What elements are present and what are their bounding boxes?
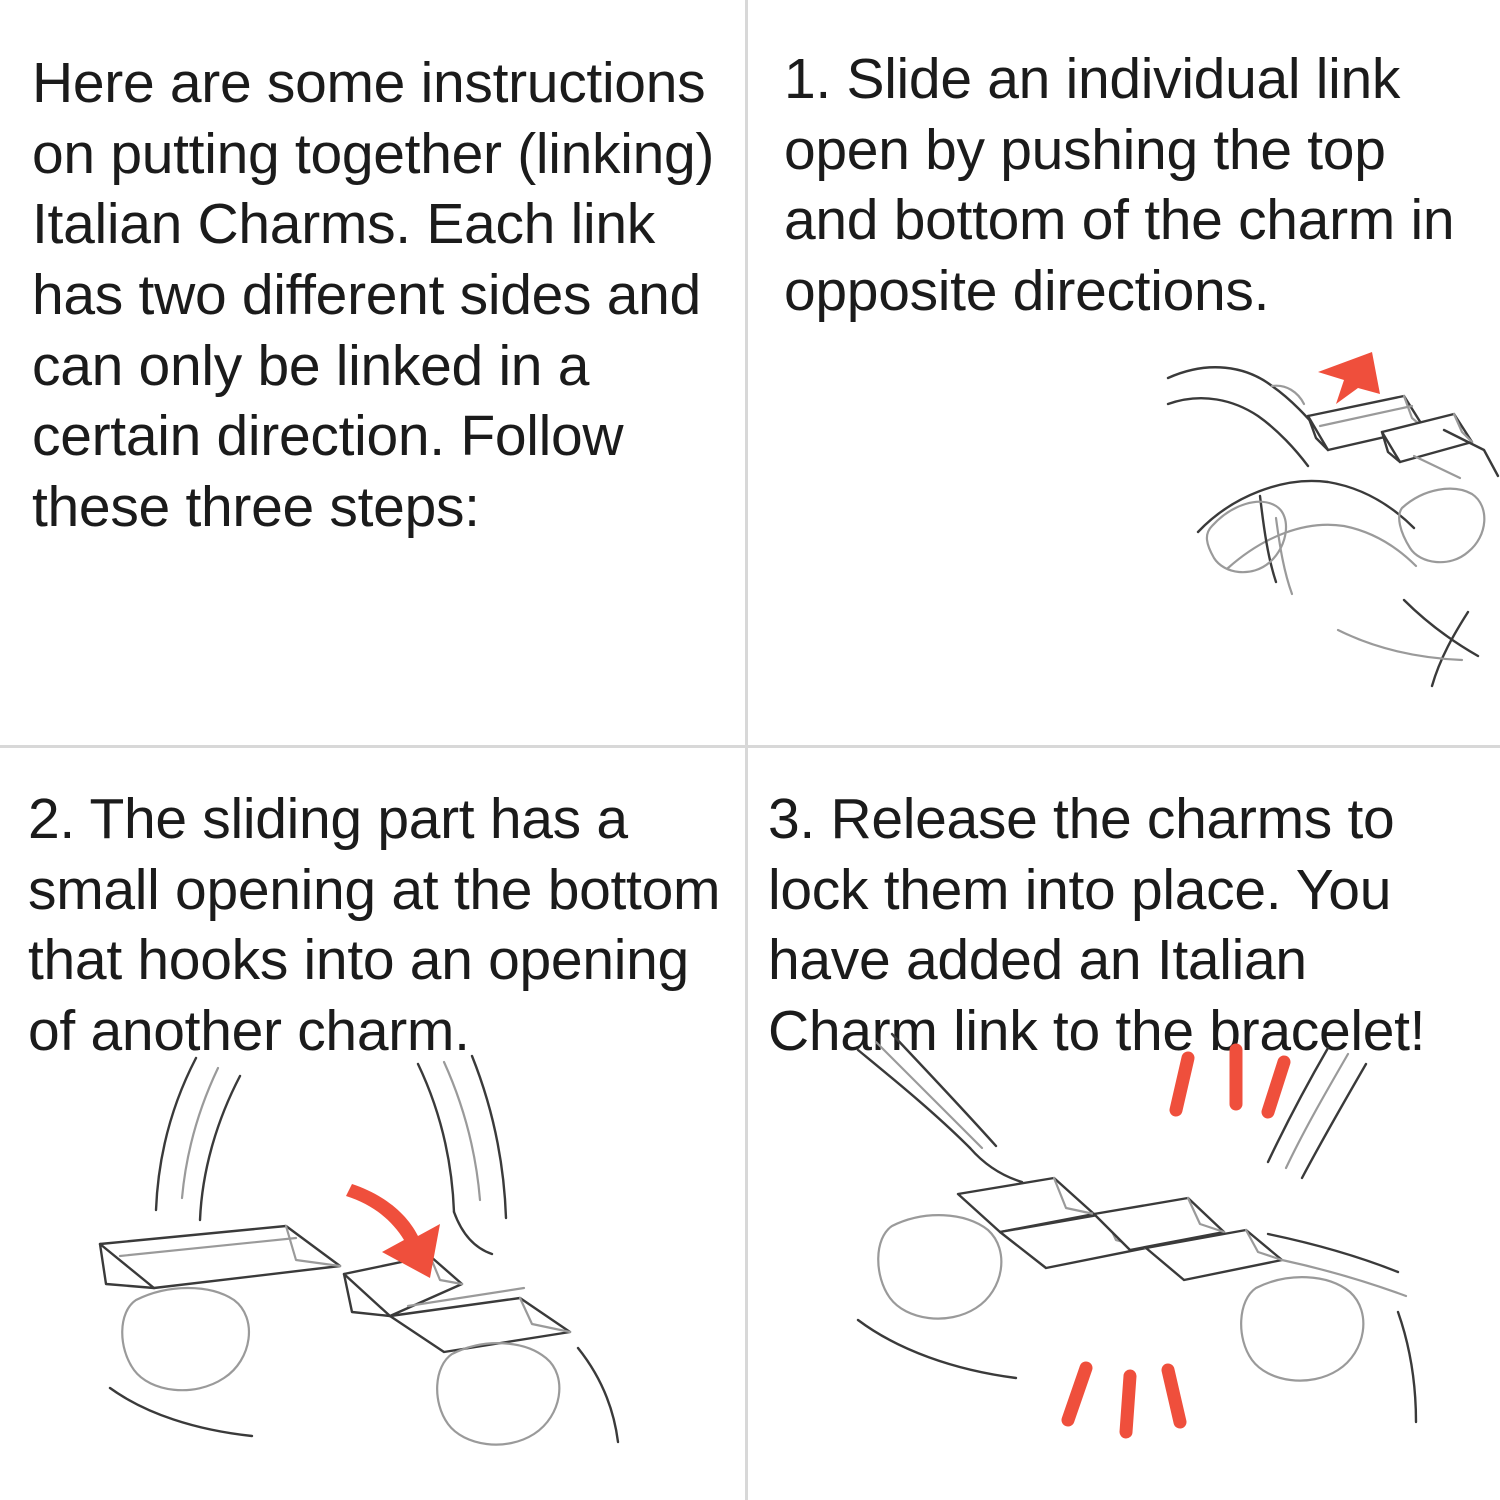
- panel-step-3: [748, 748, 1500, 1500]
- step-3-illustration: [858, 1028, 1418, 1448]
- step-2-illustration: [100, 1048, 620, 1448]
- step-1-illustration: [1168, 300, 1498, 700]
- step-2-text: 2. The sliding part has a small opening at the bottom that hooks into an opening of another charm.: [28, 787, 736, 1064]
- step-1-text: 1. Slide an individual link open by pushing the top and bottom of the charm in opposite directions.: [784, 47, 1470, 324]
- panel-intro: [0, 0, 748, 748]
- panel-step-1: [748, 0, 1500, 748]
- step-3-text: 3. Release the charms to lock them into place. You have added an Italian Charm link to the bracelet!: [768, 787, 1426, 1064]
- panel-step-2: [0, 748, 748, 1500]
- intro-text: Here are some instructions on putting together (linking) Italian Charms. Each link has two different sides and can only be linked in a certain direction. Follow these three steps:: [32, 51, 730, 540]
